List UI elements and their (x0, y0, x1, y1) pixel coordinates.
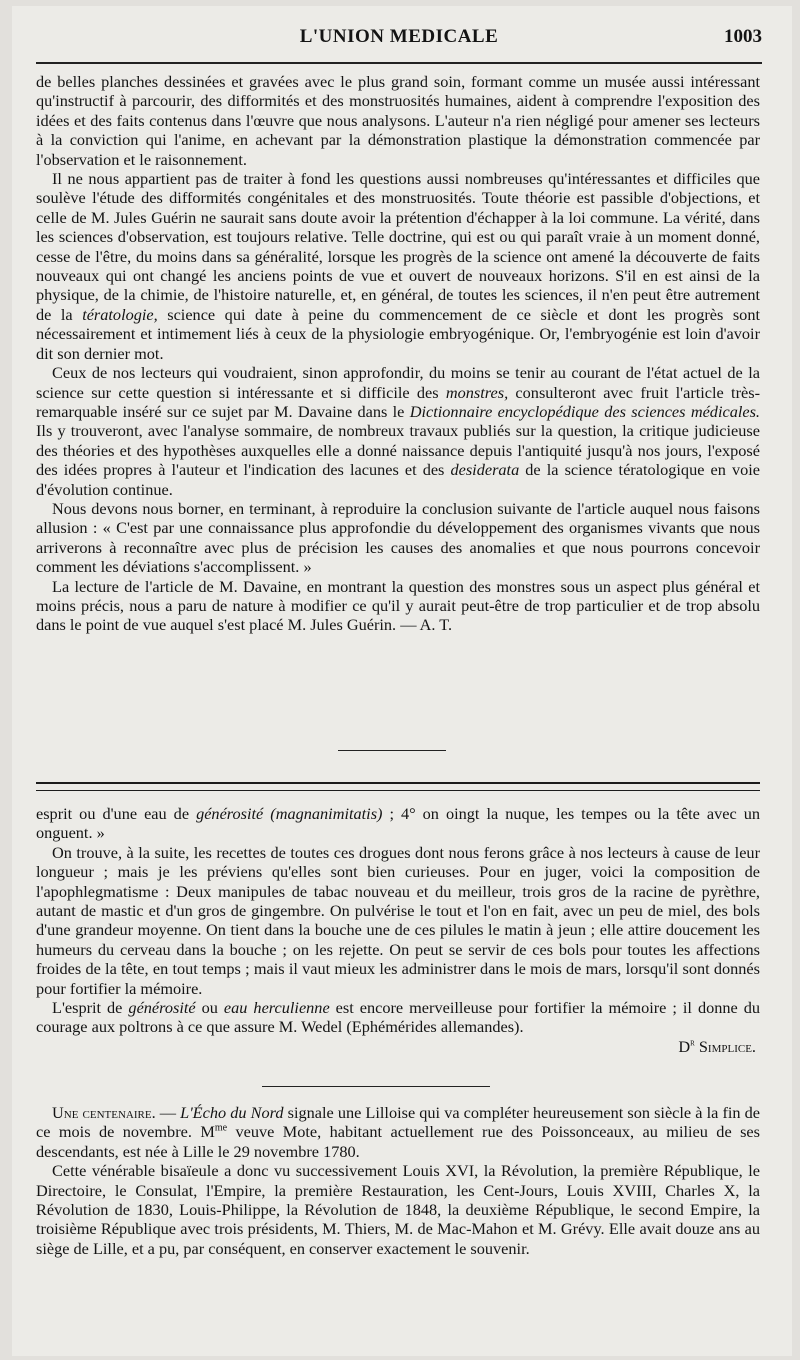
emphasis: Dictionnaire encyclopédique des sciences médicales. (409, 401, 760, 421)
emphasis: générosité (196, 804, 264, 823)
paragraph: On trouve, à la suite, les recettes de toutes ces drogues dont nous ferons grâce à nos lecteurs à cause de leur longueur ; mais je les préviens qu'elles sont bien curieuses. Pour en juger, voici la composition de l'apophlegmatisme : Deux manipules de tabac nouveau et du meilleur, trois gros de la racine de pyrèthre, autant de mastic et d'un gros de gingembre. On pulvérise le tout et l'on en fait, avec un peu de miel, des bols d'une grandeur moyenne. On tient dans la bouche une de ces pilules le matin à jeun ; elle attire doucement les humeurs du cerveau dans la bouche ; on les rejette. On peut se servir de ces bols pour toutes les affections froides de la tête, en tout temps ; mais il vaut mieux les administrer dans le mois de mars, lorsqu'il sont donnés pour fortifier la mémoire. (36, 842, 760, 998)
emphasis: générosité (128, 998, 196, 1018)
feuilleton (36, 804, 760, 1056)
paragraph: Cette vénérable bisaïeule a donc vu successivement Louis XVI, la Révolution, la première République, le Directoire, le Consulat, l'Empire, la première Restauration, les Cent-Jours, Louis XVIII, Charles X, la Révolution de 1830, Louis-Philippe, la Révolution de 1848, la deuxième République, le second Empire, la troisième République avec trois présidents, M. Thiers, M. de Mac-Mahon et M. Grévy. Elle avait douze ans au siège de Lille, et a pu, par conséquent, en conserver exactement le souvenir. (36, 1161, 760, 1258)
paragraph: Nous devons nous borner, en terminant, à reproduire la conclusion suivante de l'article auquel nous faisons allusion : « C'est par une connaissance plus approfondie du développement des organismes vivants que nous arriverons à reconnaître avec plus de précision les causes des anomalies et que nous pourrons concevoir comment les déviations s'accomplissent. » (36, 498, 760, 577)
review-article (36, 72, 760, 635)
news-item (36, 1103, 760, 1258)
paragraph: de belles planches dessinées et gravées avec le plus grand soin, formant comme un musée aussi intéressant qu'instructif à parcourir, des difformités et des monstruosités humaines, aident à comprendre l'exposition des idées et des faits contenus dans l'œuvre que nous analysons. L'auteur n'a rien négligé pour amener ses lecteurs à la conviction qui l'anime, en achevant par la démonstration plastique la démonstration commencée par l'observation et le raisonnement. (36, 72, 760, 169)
section-divider (338, 750, 446, 751)
emphasis: desiderata (450, 460, 520, 480)
page-header (36, 26, 762, 56)
paragraph: La lecture de l'article de M. Davaine, en montrant la question des monstres sous un aspect plus général et moins précis, nous a paru de nature à modifier ce qu'il y aurait peut-être de trop particulier et de trop absolu dans le point de vue auquel s'est placé M. Jules Guérin. — A. T. (36, 576, 760, 635)
header-rule (36, 62, 762, 64)
item-heading: Une centenaire. (52, 1103, 156, 1122)
paragraph: Une centenaire. — L'Écho du Nord signale une Lilloise qui va compléter heureusement son siècle à la fin de ce mois de novembre. $M^{me}$ veuve Mote, habitant actuellement rue des Poissonceaux, au milieu de ses descendants, est née à Lille le 29 novembre 1780. (36, 1103, 760, 1161)
paragraph: Ceux de nos lecteurs qui voudraient, sinon approfondir, du moins se tenir au courant de l'état actuel de la science sur cette question si intéressante et si difficile des monstres, consulteront avec fruit l'article très-remarquable inséré sur ce sujet par M. Davaine dans le Dictionnaire encyclopédique des sciences médicales. Ils y trouveront, avec l'analyse sommaire, de nombreux travaux publiés sur la question, la critique judicieuse des théories et des hypothèses auxquelles elle a donné naissance depuis l'antiquité jusqu'à nos jours, l'exposé des idées propres à l'auteur et l'indication des lacunes et des desiderata de la science tératologique en voie d'évolution continue. (36, 363, 760, 499)
paragraph: esprit ou d'une eau de générosité (magnanimitatis) ; 4° on oingt la nuque, les tempes ou la tête avec un onguent. » (36, 804, 760, 843)
emphasis: monstres, (445, 382, 509, 402)
feuilleton-divider (36, 782, 760, 791)
paragraph: L'esprit de générosité ou eau herculienne est encore merveilleuse pour fortifier la mémoire ; il donne du courage aux poltrons à ce que assure M. Wedel (Ephémérides allemandes). (36, 998, 761, 1037)
emphasis: eau herculienne (223, 998, 330, 1018)
page-number: 1003 (724, 26, 762, 47)
emphasis: L'Écho du Nord (180, 1103, 284, 1122)
section-divider (262, 1086, 490, 1087)
running-title: L'UNION MEDICALE (299, 26, 499, 47)
emphasis: (magnanimitatis) (270, 804, 383, 823)
signature: $D^r$ Simplice. (678, 1036, 756, 1056)
emphasis: tératologie, (82, 304, 158, 324)
paragraph: Il ne nous appartient pas de traiter à fond les questions aussi nombreuses qu'intéressantes et difficiles que soulève l'étude des difformités congénitales et des monstruosités. Toute théorie est passible d'objections, et celle de M. Jules Guérin ne saurait sans doute avoir la prétention d'échapper à la loi commune. La vérité, dans les sciences d'observation, est toujours relative. Telle doctrine, qui est ou qui paraît vraie à un moment donné, cesse de l'être, du moins dans sa généralité, lorsque les progrès de la science ont amené la découverte de faits nouveaux qui ont changé les anciens points de vue et ouvert de nouveaux horizons. S'il en est ainsi de la physique, de la chimie, de l'histoire naturelle, et, en général, de toutes les sciences, il n'en peut être autrement de la tératologie, science qui date à peine du commencement de ce siècle et dont les progrès sont nécessairement et intimement liés à ceux de la physiologie embryogénique. Or, l'embryogénie est loin d'avoir dit son dernier mot. (36, 169, 760, 363)
